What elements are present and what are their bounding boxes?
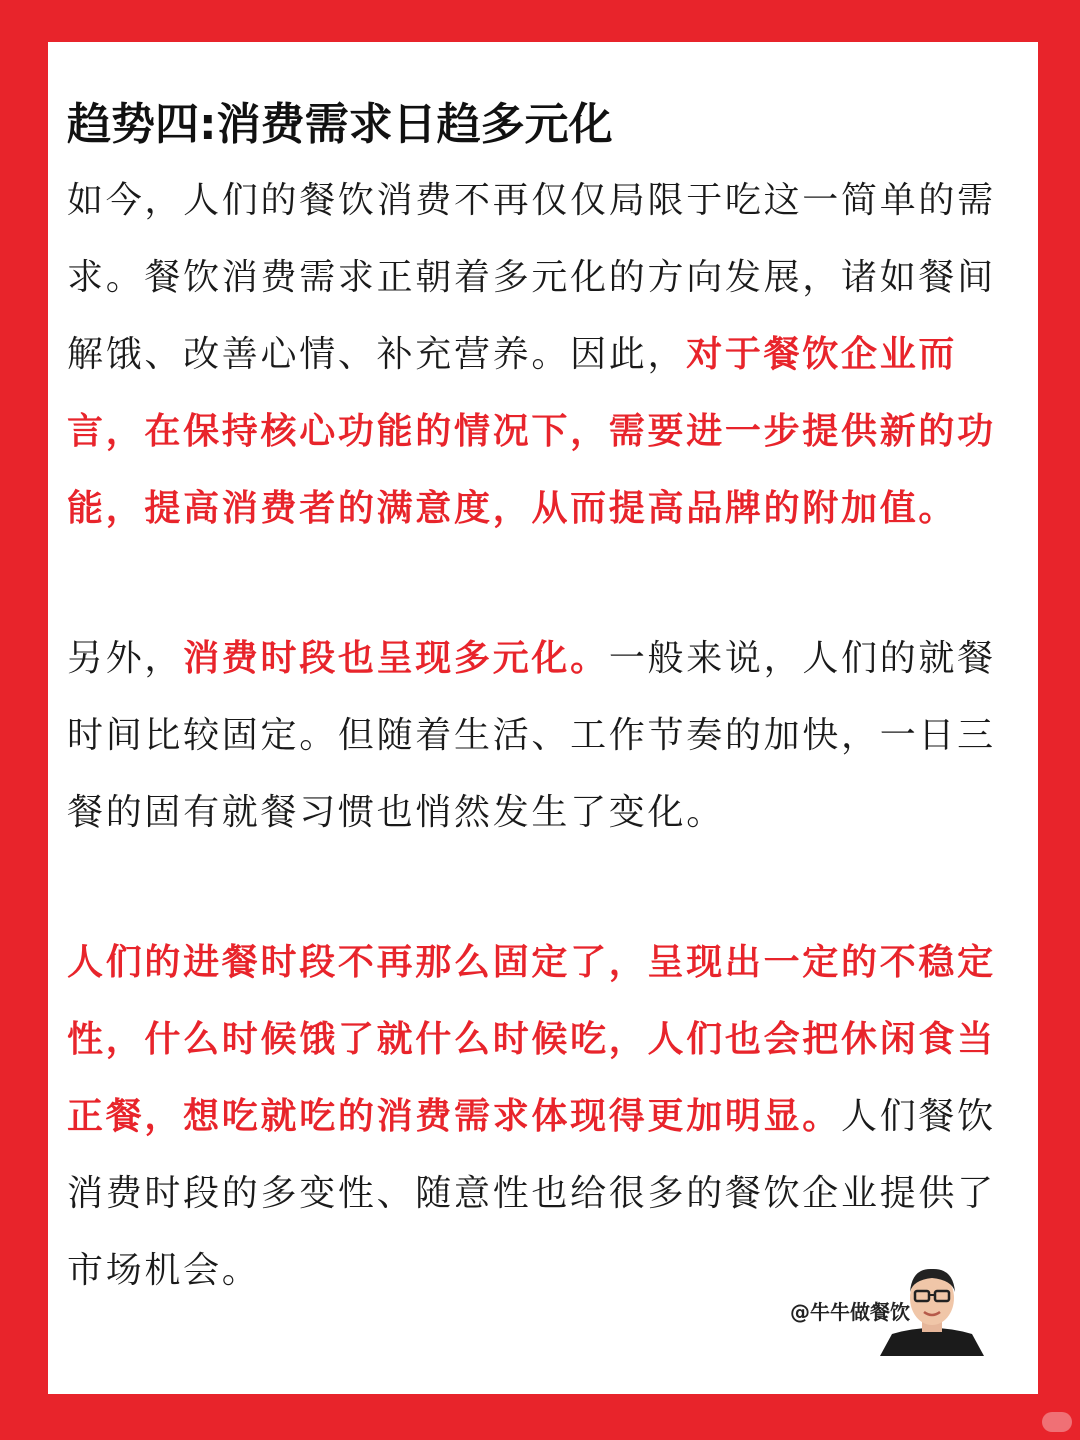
paragraph-1-text: 如今，人们的餐饮消费不再仅仅局限于吃这一简单的需求。餐饮消费需求正朝着多元化的方向发展，诸如餐间解饿、改善心情、补充营养。因此， <box>67 180 996 375</box>
paragraph-3-text: 人们餐饮消费时段的多变性、随意性也给很多的餐饮企业提供了市场机会。 <box>67 1096 996 1291</box>
paragraph-3-highlight: 人们的进餐时段不再那么固定了，呈现出一定的不稳定性，什么时候饿了就什么时候吃，人们也会把休闲食当正餐，想吃就吃的消费需求体现得更加明显。 <box>67 942 996 1137</box>
paragraph-2-highlight: 消费时段也呈现多元化。 <box>183 638 609 679</box>
content-card <box>48 42 1038 1394</box>
paragraph-1-highlight: 对于餐饮企业而言，在保持核心功能的情况下，需要进一步提供新的功能，提高消费者的满意度，从而提高品牌的附加值。 <box>67 334 996 529</box>
page-title: 趋势四:消费需求日趋多元化 <box>67 99 613 150</box>
paragraph-1 <box>67 162 1017 547</box>
paragraph-2-text-b: 一般来说，人们的就餐时间比较固定。但随着生活、工作节奏的加快，一日三餐的固有就餐习惯也悄然发生了变化。 <box>67 638 996 833</box>
author-handle: @牛牛做餐饮 <box>790 1300 910 1324</box>
paragraph-2 <box>67 620 1017 851</box>
paragraph-3 <box>67 924 1017 1309</box>
watermark-icon <box>1042 1412 1072 1432</box>
paragraph-2-text-a: 另外， <box>67 638 184 679</box>
